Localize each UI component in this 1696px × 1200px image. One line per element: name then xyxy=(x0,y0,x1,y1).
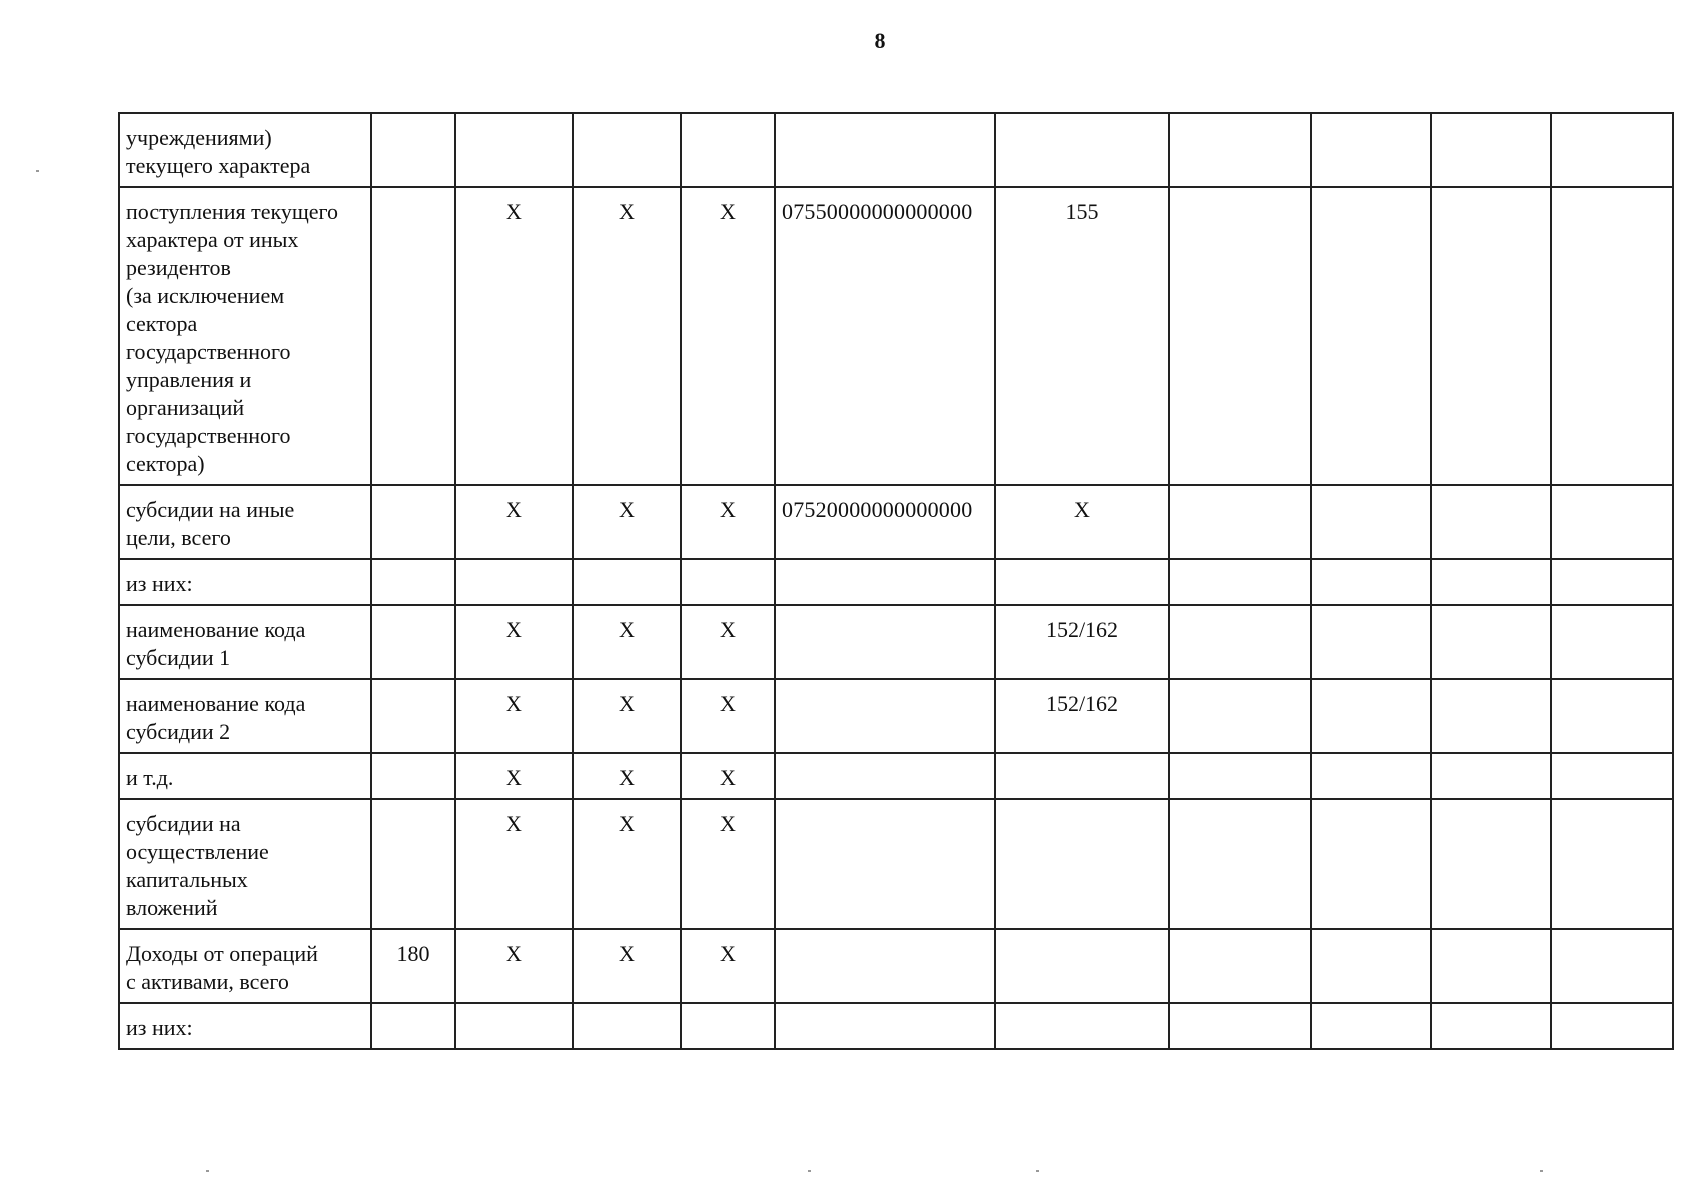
x-cell: X xyxy=(455,605,573,679)
value-cell xyxy=(1431,113,1551,187)
line-code-cell xyxy=(371,187,455,485)
value-cell xyxy=(1169,187,1311,485)
line-code-cell xyxy=(371,799,455,929)
kosgu-cell: 152/162 xyxy=(995,679,1169,753)
x-cell: X xyxy=(573,799,681,929)
x-cell: X xyxy=(455,679,573,753)
table-row xyxy=(119,929,1673,1003)
x-cell: X xyxy=(573,605,681,679)
table-row xyxy=(119,485,1673,559)
row-name: поступления текущего характера от иных резидентов (за исключением сектора государственного управления и организаций государственного сектора) xyxy=(119,187,371,485)
kosgu-cell xyxy=(995,113,1169,187)
table-row xyxy=(119,1003,1673,1049)
value-cell xyxy=(1431,753,1551,799)
value-cell xyxy=(1169,559,1311,605)
row-name: учреждениями) текущего характера xyxy=(119,113,371,187)
x-cell: X xyxy=(573,753,681,799)
kosgu-cell xyxy=(995,799,1169,929)
value-cell xyxy=(1311,187,1431,485)
kosgu-cell: 152/162 xyxy=(995,605,1169,679)
line-code-cell xyxy=(371,753,455,799)
kosgu-cell: X xyxy=(995,485,1169,559)
row-name: субсидии на иные цели, всего xyxy=(119,485,371,559)
x-cell: X xyxy=(573,929,681,1003)
analytic-code-cell xyxy=(775,679,995,753)
value-cell xyxy=(1551,929,1673,1003)
analytic-code-cell xyxy=(775,929,995,1003)
x-cell xyxy=(681,559,775,605)
value-cell xyxy=(1311,799,1431,929)
value-cell xyxy=(1169,799,1311,929)
line-code-cell: 180 xyxy=(371,929,455,1003)
scan-speck xyxy=(1036,1170,1039,1172)
value-cell xyxy=(1169,605,1311,679)
value-cell xyxy=(1311,679,1431,753)
analytic-code-cell xyxy=(775,605,995,679)
income-table xyxy=(118,112,1674,1050)
value-cell xyxy=(1311,605,1431,679)
value-cell xyxy=(1431,605,1551,679)
table-row xyxy=(119,605,1673,679)
page-number: 8 xyxy=(874,28,886,53)
line-code-cell xyxy=(371,605,455,679)
value-cell xyxy=(1311,929,1431,1003)
scan-speck xyxy=(206,1170,209,1172)
value-cell xyxy=(1551,605,1673,679)
row-name: наименование кода субсидии 1 xyxy=(119,605,371,679)
x-cell: X xyxy=(455,187,573,485)
value-cell xyxy=(1431,1003,1551,1049)
x-cell: X xyxy=(455,929,573,1003)
analytic-code-cell xyxy=(775,753,995,799)
x-cell xyxy=(455,113,573,187)
value-cell xyxy=(1169,485,1311,559)
x-cell xyxy=(573,1003,681,1049)
x-cell xyxy=(455,1003,573,1049)
table-row xyxy=(119,679,1673,753)
value-cell xyxy=(1169,679,1311,753)
x-cell: X xyxy=(455,799,573,929)
kosgu-cell: 155 xyxy=(995,187,1169,485)
value-cell xyxy=(1169,1003,1311,1049)
analytic-code-cell xyxy=(775,113,995,187)
line-code-cell xyxy=(371,113,455,187)
row-name: из них: xyxy=(119,1003,371,1049)
scan-speck xyxy=(808,1170,811,1172)
value-cell xyxy=(1431,799,1551,929)
line-code-cell xyxy=(371,1003,455,1049)
analytic-code-cell xyxy=(775,1003,995,1049)
x-cell: X xyxy=(455,753,573,799)
value-cell xyxy=(1311,113,1431,187)
line-code-cell xyxy=(371,559,455,605)
x-cell xyxy=(681,1003,775,1049)
value-cell xyxy=(1169,113,1311,187)
x-cell xyxy=(573,113,681,187)
x-cell: X xyxy=(573,485,681,559)
table-row xyxy=(119,113,1673,187)
kosgu-cell xyxy=(995,753,1169,799)
value-cell xyxy=(1169,753,1311,799)
value-cell xyxy=(1551,799,1673,929)
table-row xyxy=(119,799,1673,929)
value-cell xyxy=(1169,929,1311,1003)
row-name: из них: xyxy=(119,559,371,605)
row-name: и т.д. xyxy=(119,753,371,799)
line-code-cell xyxy=(371,679,455,753)
value-cell xyxy=(1431,485,1551,559)
table-row xyxy=(119,187,1673,485)
x-cell: X xyxy=(681,605,775,679)
x-cell: X xyxy=(573,187,681,485)
x-cell: X xyxy=(573,679,681,753)
value-cell xyxy=(1311,1003,1431,1049)
value-cell xyxy=(1431,679,1551,753)
kosgu-cell xyxy=(995,559,1169,605)
row-name: Доходы от операций с активами, всего xyxy=(119,929,371,1003)
value-cell xyxy=(1551,187,1673,485)
analytic-code-cell xyxy=(775,559,995,605)
value-cell xyxy=(1551,113,1673,187)
x-cell: X xyxy=(681,799,775,929)
x-cell xyxy=(573,559,681,605)
value-cell xyxy=(1551,559,1673,605)
value-cell xyxy=(1431,929,1551,1003)
x-cell: X xyxy=(455,485,573,559)
x-cell: X xyxy=(681,187,775,485)
table-row xyxy=(119,753,1673,799)
scan-speck xyxy=(36,170,39,172)
x-cell: X xyxy=(681,679,775,753)
table-row xyxy=(119,559,1673,605)
value-cell xyxy=(1431,187,1551,485)
x-cell: X xyxy=(681,929,775,1003)
row-name: субсидии на осуществление капитальных вложений xyxy=(119,799,371,929)
value-cell xyxy=(1311,559,1431,605)
value-cell xyxy=(1551,753,1673,799)
kosgu-cell xyxy=(995,1003,1169,1049)
value-cell xyxy=(1551,485,1673,559)
table-body xyxy=(119,113,1673,1049)
x-cell: X xyxy=(681,753,775,799)
analytic-code-cell xyxy=(775,799,995,929)
value-cell xyxy=(1431,559,1551,605)
kosgu-cell xyxy=(995,929,1169,1003)
value-cell xyxy=(1311,485,1431,559)
value-cell xyxy=(1551,679,1673,753)
line-code-cell xyxy=(371,485,455,559)
x-cell xyxy=(455,559,573,605)
x-cell: X xyxy=(681,485,775,559)
value-cell xyxy=(1311,753,1431,799)
x-cell xyxy=(681,113,775,187)
analytic-code-cell: 07550000000000000 xyxy=(775,187,995,485)
scan-speck xyxy=(1540,1170,1543,1172)
value-cell xyxy=(1551,1003,1673,1049)
analytic-code-cell: 07520000000000000 xyxy=(775,485,995,559)
row-name: наименование кода субсидии 2 xyxy=(119,679,371,753)
